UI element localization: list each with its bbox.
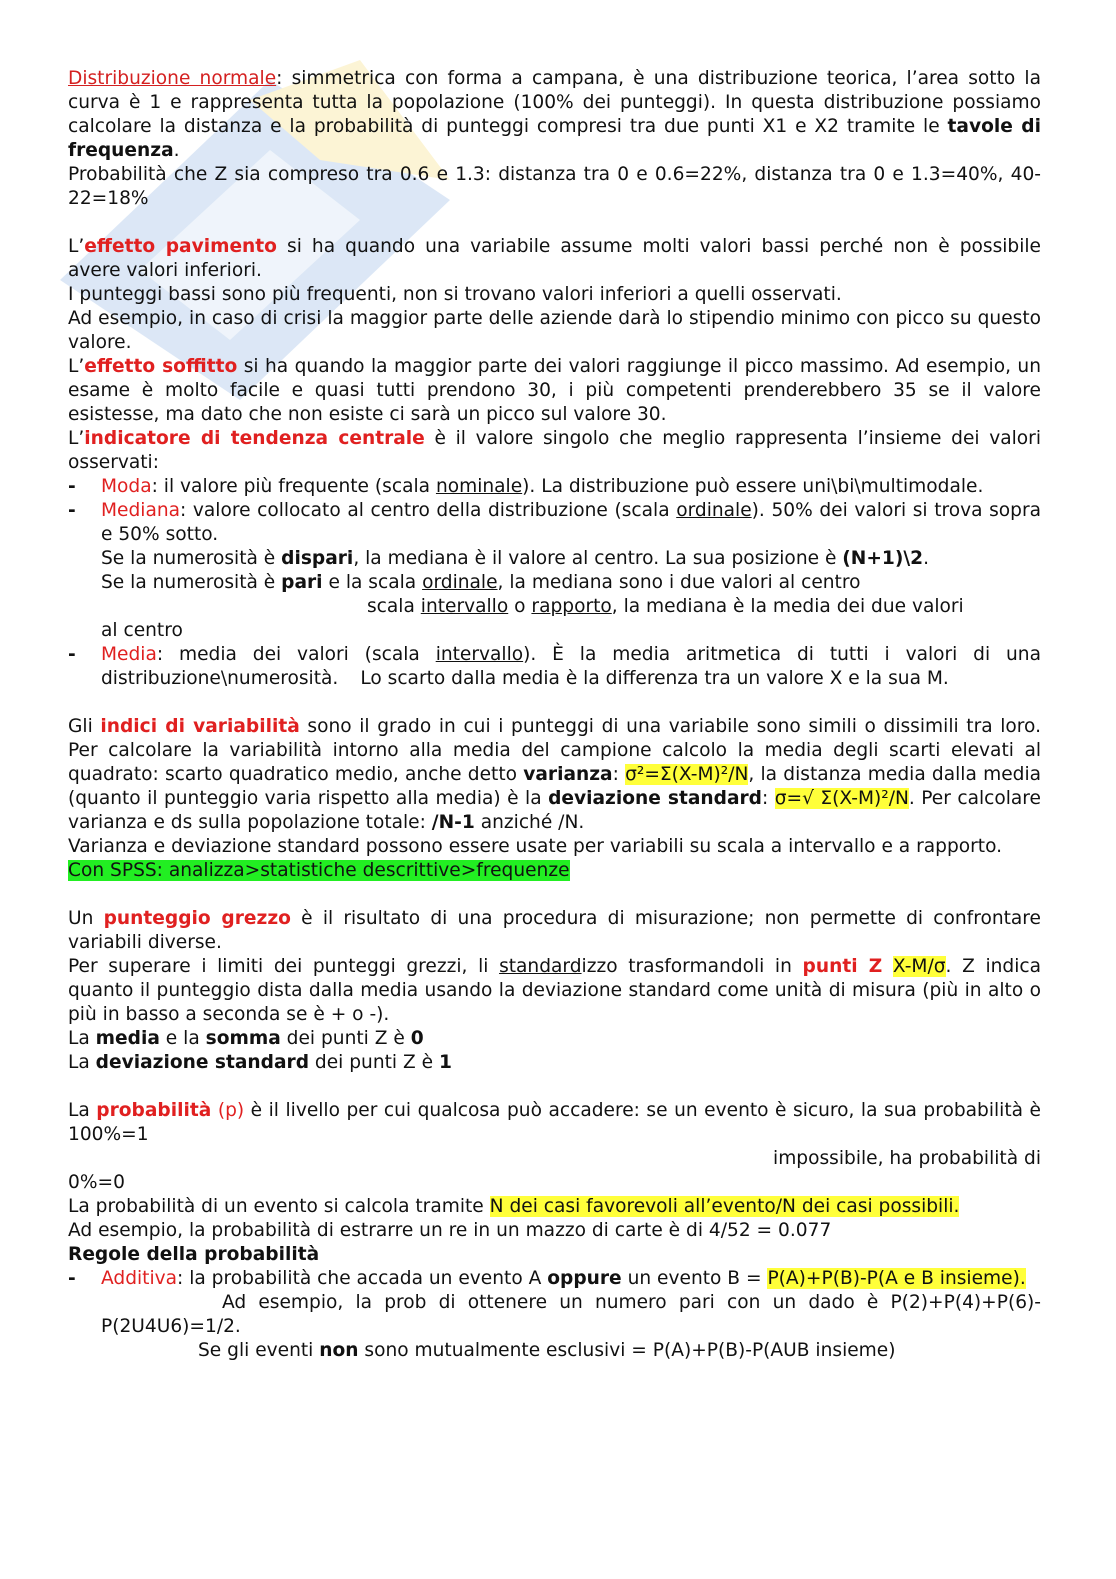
text-line: Se la numerosità è pari e la scala ordinale, la mediana sono i due valori al centro [101,572,861,593]
text-line: Ad esempio, la prob di ottenere un numero pari con un dado è P(2)+P(4)+P(6)-P(2U4U6)=1/2. [101,1292,1041,1337]
paragraph-probability: La probabilità (p) è il livello per cui qualcosa può accadere: se un evento è sicuro, la sua probabilità è 100%=1 [68,1100,1041,1145]
text-line: I punteggi bassi sono più frequenti, non si trovano valori inferiori a quelli osservati. [68,284,842,305]
text-line: Ad esempio, in caso di crisi la maggior parte delle aziende darà lo stipendio minimo con picco su questo valore. [68,308,1041,353]
document-page [68,67,1041,1363]
text-line: scala intervallo o rapporto, la mediana è la media dei due valori [367,596,964,617]
spss-note: Con SPSS: analizza>statistiche descrittive>frequenze [68,860,570,881]
list-item-mediana: - Mediana: valore collocato al centro della distribuzione (scala ordinale). 50% dei valori si trova sopra e 50% sotto. [68,500,1042,545]
formula-additive: P(A)+P(B)-P(A e B insieme). [767,1268,1026,1289]
section-heading-probability-rules: Regole della probabilità [68,1244,320,1265]
formula-variance: σ²=Σ(X-M)²/N [625,764,749,785]
text-line: La deviazione standard dei punti Z è 1 [68,1052,452,1073]
text-line: 0%=0 [68,1172,125,1193]
term-raw-score: punteggio grezzo [103,908,291,929]
text-line: impossibile, ha probabilità di [773,1148,1041,1169]
text-line: Varianza e deviazione standard possono essere usate per variabili su scala a intervallo e a rapporto. [68,836,1003,857]
term-ceiling-effect: effetto soffitto [84,356,238,377]
text-line: Se gli eventi non sono mutualmente esclusivi = P(A)+P(B)-P(AUB insieme) [198,1340,896,1361]
formula-z: X-M/σ [892,956,946,977]
text-line: La media e la somma dei punti Z è 0 [68,1028,424,1049]
term-variability: indici di variabilità [100,716,300,737]
list-item-additive: - Additiva: la probabilità che accada un evento A oppure un evento B = P(A)+P(B)-P(A e B insieme). [68,1268,1026,1289]
term-probability: probabilità [96,1100,212,1121]
paragraph-ceiling-effect: L’effetto soffitto si ha quando la maggior parte dei valori raggiunge il picco massimo. Ad esempio, un esame è molto facile e quasi tutti prendono 30, i più competenti prenderebbero 35 se il valore esistesse, ma dato che non esiste ci sarà un picco sul valore 30. [68,356,1041,425]
text-line: Ad esempio, la probabilità di estrarre un re in un mazzo di carte è di 4/52 = 0.077 [68,1220,832,1241]
list-item-moda: - Moda: il valore più frequente (scala nominale). La distribuzione può essere uni\bi\multimodale. [68,476,984,497]
paragraph-z-scores: Per superare i limiti dei punteggi grezzi, li standardizzo trasformandoli in punti Z X-M/σ. Z indica quanto il punteggio dista dalla media usando la deviazione standard come unità di misura (più in alto o più in basso a seconda se è + o -). [68,956,1041,1025]
paragraph-central-tendency: L’indicatore di tendenza centrale è il valore singolo che meglio rappresenta l’insieme dei valori osservati: [68,428,1041,473]
formula-standard-deviation: σ=√ Σ(X-M)²/N [774,788,909,809]
term-central-tendency: indicatore di tendenza centrale [84,428,425,449]
list-item-media: - Media: media dei valori (scala intervallo). È la media aritmetica di tutti i valori di una distribuzione\numerosità. Lo scarto dalla media è la differenza tra un valore X e la sua M. [68,644,1041,689]
text-line: La probabilità di un evento si calcola tramite N dei casi favorevoli all’evento/N dei casi possibili. [68,1196,960,1217]
term-floor-effect: effetto pavimento [84,236,277,257]
paragraph-raw-score: Un punteggio grezzo è il risultato di una procedura di misurazione; non permette di confrontare variabili diverse. [68,908,1041,953]
formula-probability: N dei casi favorevoli all’evento/N dei casi possibili. [489,1196,960,1217]
paragraph-z-probability: Probabilità che Z sia compreso tra 0.6 e 1.3: distanza tra 0 e 0.6=22%, distanza tra 0 e 1.3=40%, 40-22=18% [68,164,1041,209]
term-z-points: punti Z [802,956,883,977]
paragraph-floor-effect: L’effetto pavimento si ha quando una variabile assume molti valori bassi perché non è possibile avere valori inferiori. [68,236,1041,281]
text-line: al centro [101,620,183,641]
term-normal-distribution: Distribuzione normale [68,68,277,89]
text-line: Se la numerosità è dispari, la mediana è il valore al centro. La sua posizione è (N+1)\2. [101,548,930,569]
paragraph-variability: Gli indici di variabilità sono il grado in cui i punteggi di una variabile sono simili o dissimili tra loro. Per calcolare la variabilità intorno alla media del campione calcolo la media degli scarti elevati al quadrato: scarto quadratico medio, anche detto varianza: σ²=Σ(X-M)²/N, la distanza media dalla media (quanto il punteggio varia rispetto alla media) è la deviazione standard: σ=√ Σ(X-M)²/N. Per calcolare varianza e ds sulla popolazione totale: /N-1 anziché /N. [68,716,1041,833]
paragraph-normal-distribution: Distribuzione normale: simmetrica con forma a campana, è una distribuzione teorica, l’area sotto la curva è 1 e rappresenta tutta la popolazione (100% dei punteggi). In questa distribuzione possiamo calcolare la distanza e la probabilità di punteggi compresi tra due punti X1 e X2 tramite le tavole di frequenza. [68,68,1041,161]
